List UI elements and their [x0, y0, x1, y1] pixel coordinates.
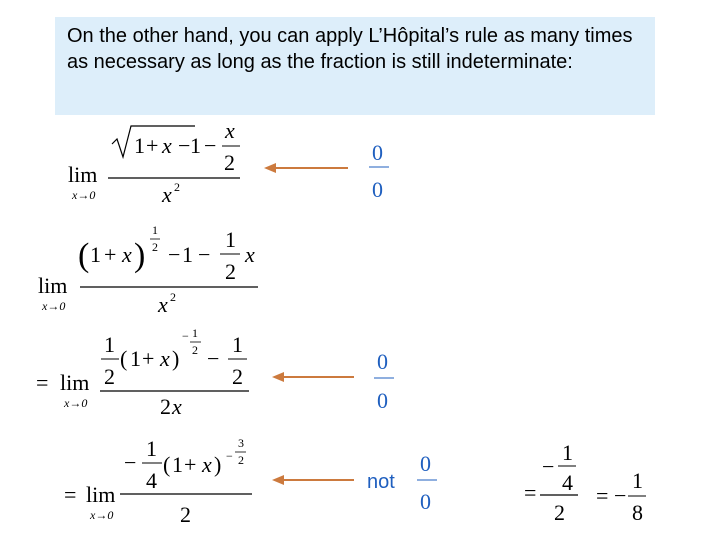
e3-equals: =: [36, 370, 49, 395]
e1-plus: +: [146, 133, 159, 158]
zero-over-zero-1: [369, 140, 389, 202]
e3-den-two: 2: [160, 394, 171, 419]
intro-text: On the other hand, you can apply L’Hôpital’s rule as many times as necessary as long as the fraction is still indeterminate:: [67, 25, 633, 73]
expression-4: [64, 436, 252, 527]
z2-den: 0: [377, 388, 388, 413]
e2-rparen: ): [134, 237, 146, 274]
lim-3: lim: [60, 370, 90, 395]
e2-x-b: x: [245, 242, 255, 267]
e1-den-sq: 2: [174, 180, 180, 194]
e3-half-den: 2: [104, 364, 115, 389]
e4-q-num: 1: [146, 436, 157, 461]
e4-equals: =: [64, 482, 77, 507]
e3-half2-den: 2: [232, 364, 243, 389]
lim-2: lim: [38, 273, 68, 298]
e1-one: 1: [134, 133, 145, 158]
e1-den-x: x: [162, 182, 172, 207]
e3-exp-den: 2: [192, 343, 198, 357]
lim-4: lim: [86, 482, 116, 507]
e1-minus2: −: [204, 133, 217, 158]
e3-exp-neg: −: [182, 329, 189, 343]
e4-plus: +: [184, 452, 197, 477]
e4-q-den: 4: [146, 468, 157, 493]
zero-over-zero-3: [417, 451, 437, 514]
e2-den-sq: 2: [170, 290, 176, 304]
f-equals1: =: [524, 480, 537, 505]
e4-neg: −: [124, 450, 137, 475]
f-q-num: 1: [562, 440, 573, 465]
lim-1: lim: [68, 162, 98, 187]
arrow-2: [272, 372, 354, 382]
e3-lparen: (: [120, 346, 128, 371]
expression-3: [36, 326, 249, 419]
e2-x: x: [122, 242, 132, 267]
e3-half2-num: 1: [232, 332, 243, 357]
e2-plus: +: [104, 242, 117, 267]
f-neg2: −: [614, 483, 627, 508]
e1-two-den: 2: [224, 150, 235, 175]
e4-x: x: [202, 452, 212, 477]
f-den-two: 2: [554, 500, 565, 525]
e3-plus: +: [142, 346, 155, 371]
e4-exp-den: 2: [238, 453, 244, 467]
e3-minus: −: [207, 346, 220, 371]
e4-exp-neg: −: [226, 449, 233, 463]
z3-den: 0: [420, 489, 431, 514]
e2-exp-num: 1: [152, 223, 158, 237]
e2-half-num: 1: [225, 227, 236, 252]
f-equals2: =: [596, 483, 609, 508]
arrow-1: [264, 163, 348, 173]
e2-half-den: 2: [225, 259, 236, 284]
e2-one-b: 1: [182, 242, 193, 267]
arrow-3: [272, 475, 354, 485]
e3-exp-num: 1: [192, 326, 198, 340]
lim-sub-4: x→0: [90, 508, 114, 522]
z1-num: 0: [372, 140, 383, 165]
e2-exp-den: 2: [152, 240, 158, 254]
e3-den-x: x: [172, 394, 182, 419]
e4-exp-num: 3: [238, 436, 244, 450]
e2-den-x: x: [158, 292, 168, 317]
e4-den-two: 2: [180, 502, 191, 527]
lim-sub-3: x→0: [64, 396, 88, 410]
f-neg: −: [542, 454, 555, 479]
e1-minus1: −: [178, 133, 191, 158]
e1-one-b: 1: [190, 133, 201, 158]
expression-1: [68, 118, 240, 207]
e4-rparen: ): [214, 452, 222, 477]
f-eighth-num: 1: [632, 468, 643, 493]
e2-lparen: (: [78, 237, 90, 274]
e4-lparen: (: [163, 452, 171, 477]
lim-sub-1: x→0: [72, 188, 96, 202]
e3-rparen: ): [172, 346, 180, 371]
e1-x: x: [162, 133, 172, 158]
e1-x-num: x: [225, 118, 235, 143]
e2-one: 1: [90, 242, 101, 267]
e3-half-num: 1: [104, 332, 115, 357]
f-eighth-den: 8: [632, 500, 643, 525]
f-q-den: 4: [562, 470, 573, 495]
e2-minus1: −: [168, 242, 181, 267]
not-label: not: [367, 471, 395, 493]
e2-minus2: −: [198, 242, 211, 267]
lim-sub-2: x→0: [42, 299, 66, 313]
e3-one: 1: [130, 346, 141, 371]
zero-over-zero-2: [374, 349, 394, 413]
expression-2: [38, 223, 258, 317]
e4-one: 1: [172, 452, 183, 477]
z3-num: 0: [420, 451, 431, 476]
final-result: [524, 440, 646, 525]
z2-num: 0: [377, 349, 388, 374]
e3-x: x: [160, 346, 170, 371]
z1-den: 0: [372, 177, 383, 202]
